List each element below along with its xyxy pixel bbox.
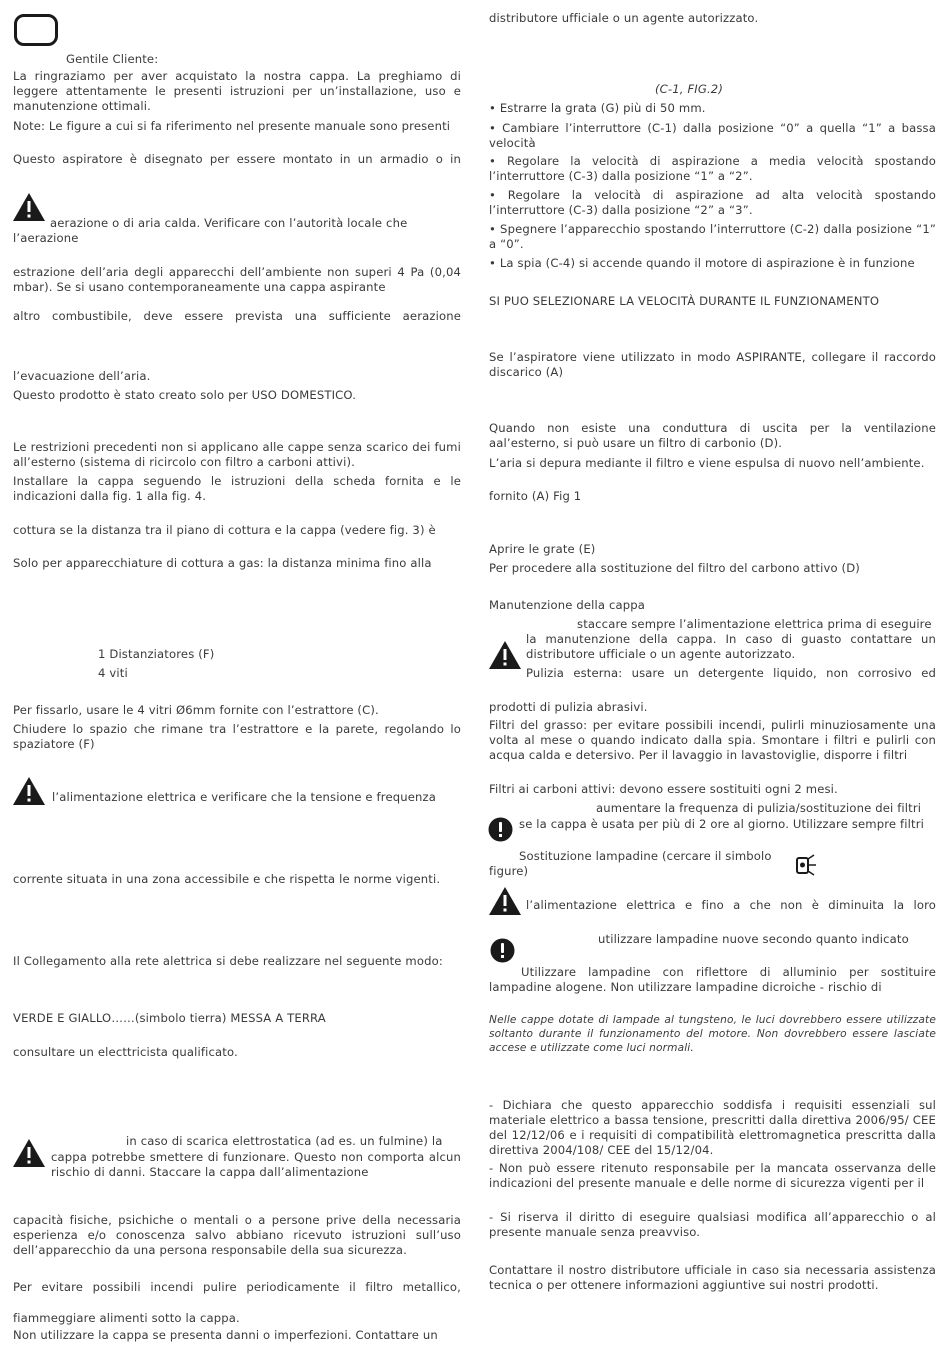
maintenance-title: Manutenzione della cappa [489,598,646,612]
domestic-use-text: Questo prodotto è stato creato solo per USO DOMESTICO. [13,388,357,402]
abrasive-text: prodotti di pulizia abrasivi. [489,700,648,714]
lamp-power-warning: l’alimentazione elettrica e fino a che non è diminuita la loro [526,898,936,912]
capacity-text: capacità fisiche, psichiche o mentali o a persone prive della necessaria esperienza e/o conoscenza salvo abbiano ricevuto istruzioni sull’uso dell’apparecchio da una persona responsabile della sua sicurezza. [13,1213,461,1257]
maintenance-warning-cont: la manutenzione della cappa. In caso di guasto contattare un distributore ufficiale o un agente autorizzato. [526,632,936,661]
fix-text: Per fissarlo, usare le 4 vitri Ø6mm fornite con l’estrattore (C). [13,703,379,717]
lamp-replace-text: Sostituzione lampadine (cercare il simbolo [519,849,772,863]
grease-filters-text: Filtri del grasso: per evitare possibili incendi, pulirli minuziosamente una volta al mese o quando indicato dalla spia. Smontare i filtri e pulirli con acqua calda e detersivo. Per il lavaggio in lavastoviglie, disporre i filtri [489,718,936,762]
exclamation-circle-icon [488,817,513,842]
evacuation-text: l’evacuazione dell’aria. [13,369,151,383]
esd-warning-cont: cappa potrebbe smettere di funzionare. Questo non comporta alcun rischio di danni. Staccare la cappa dall’alimentazione [51,1150,461,1179]
warning-triangle-icon [12,1138,46,1168]
supplied-text: fornito (A) Fig 1 [489,489,582,503]
intro-paragraph: La ringraziamo per aver acquistato la nostra cappa. La preghiamo di leggere attentamente le presenti istruzioni per un’installazione, uso e manutenzione ottimali. [13,69,461,113]
language-box-icon [14,14,58,46]
current-text: corrente situata in una zona accessibile e che rispetta le norme vigenti. [13,872,441,886]
step-item: • Spegnere l’apparecchio spostando l’interruttore (C-2) dalla posizione “1” a “0”. [489,222,936,251]
step-item: • Estrarre la grata (G) più di 50 mm. [489,101,706,115]
greeting: Gentile Cliente: [66,52,159,66]
figures-text: figure) [489,864,529,878]
replace-filter-text: Per procedere alla sostituzione del filtro del carbono attivo (D) [489,561,860,575]
restrictions-text: Le restrizioni precedenti non si applicano alle cappe senza scarico dei fumi all’esterno (sistema di ricircolo con filtro a carboni attivi). [13,440,461,469]
warning-triangle-icon [488,640,522,670]
designed-text: Questo aspiratore è disegnato per essere montato in un armadio o in [13,152,461,166]
fire-text: Per evitare possibili incendi pulire periodicamente il filtro metallico, [13,1280,461,1294]
lamp-symbol-icon [796,854,818,878]
flambe-text: fiammeggiare alimenti sotto la cappa. [13,1311,240,1325]
reserves-text: - Si riserva il diritto di eseguire qualsiasi modifica all’apparecchio o al presente manuale senza preavviso. [489,1210,936,1239]
kit-screws: 4 viti [98,666,128,680]
power-check-warning: l’alimentazione elettrica e verificare che la tensione e frequenza [52,790,437,804]
step-item: • Regolare la velocità di aspirazione a media velocità spostando l’interruttore (C-3) dalla posizione “1” a “2”. [489,154,936,183]
ventilation-warning: aerazione o di aria calda. Verificare con l’autorità locale che [50,216,408,230]
external-clean-text: Pulizia esterna: usare un detergente liquido, non corrosivo ed [526,666,936,680]
connection-text: Il Collegamento alla rete alettrica si debe realizzare nel seguente modo: [13,954,443,968]
exclamation-circle-icon [490,938,515,963]
aspirante-text: Se l’aspiratore viene utilizzato in modo ASPIRANTE, collegare il raccordo discarico (A) [489,350,936,379]
esd-warning: in caso di scarica elettrostatica (ad es. un fulmine) la [126,1134,443,1148]
maintenance-warning: staccare sempre l’alimentazione elettrica prima di eseguire [577,617,932,631]
electrician-text: consultare un electtricista qualificato. [13,1045,238,1059]
combustible-text: altro combustibile, deve essere prevista una sufficiente aerazione [13,309,461,323]
ground-text: VERDE E GIALLO……(simbolo tierra) MESSA A TERRA [13,1011,326,1025]
gas-distance: Solo per apparecchiature di cottura a gas: la distanza minima fino alla [13,556,432,570]
frequency-caution-cont: se la cappa è usata per più di 2 ore al giorno. Utilizzare sempre filtri [519,817,924,831]
carbon-filter-text: Quando non esiste una conduttura di uscita per la ventilazione aal’esterno, si può usare un filtro di carbonio (D). [489,421,936,450]
active-carbon-text: Filtri ai carboni attivi: devono essere sostituiti ogni 2 mesi. [489,782,838,796]
new-lamps-caution: utilizzare lampadine nuove secondo quanto indicato [598,932,909,946]
ventilation-warning-cont: l’aerazione [13,231,79,245]
cooking-distance: cottura se la distanza tra il piano di cottura e la cappa (vedere fig. 3) è [13,523,436,537]
warning-triangle-icon [488,886,522,916]
warning-triangle-icon [12,776,46,806]
extraction-text: estrazione dell’aria degli apparecchi dell’ambiente non superi 4 Pa (0,04 mbar). Se si usano contemporaneamente una cappa aspirante [13,265,461,294]
reflector-text: Utilizzare lampadine con riflettore di alluminio per sostituire lampadine alogene. Non utilizzare lampadine dicroiche - rischio di [489,965,936,994]
declaration-text: - Dichiara che questo apparecchio soddisfa i requisiti essenziali sul materiale elettrico a bassa tensione, prescritti dalla direttiva 2006/95/ CEE del 12/12/06 e i requisiti di compatibilità elettromagnetica prescritta dalla direttiva 2004/108/ CEE del 15/12/04. [489,1098,936,1157]
air-purified-text: L’aria si depura mediante il filtro e viene espulsa di nuovo nell’ambiente. [489,456,925,470]
contact-text: Contattare il nostro distributore ufficiale in caso sia necessaria assistenza tecnica o per ottenere informazioni aggiuntive sui nostri prodotti. [489,1263,936,1292]
frequency-caution: aumentare la frequenza di pulizia/sostituzione dei filtri [596,801,922,815]
step-item: • La spia (C-4) si accende quando il motore di aspirazione è in funzione [489,256,915,270]
kit-spacers: 1 Distanziatores (F) [98,647,215,661]
figures-note: Note: Le figure a cui si fa riferimento nel presente manuale sono presenti [13,119,451,133]
figure-reference: (C-1, FIG.2) [655,82,724,96]
step-item: • Cambiare l’interruttore (C-1) dalla posizione “0” a quella “1” a bassa velocità [489,121,936,150]
tungsten-note: Nelle cappe dotate di lampade al tungsteno, le luci dovrebbero essere utilizzate soltanto durante il funzionamento del motore. Non dovrebbero essere lasciate accese e utilizzate come luci normali. [489,1014,936,1054]
responsibility-text: - Non può essere ritenuto responsabile per la mancata osservanza delle indicazioni del presente manuale e delle norme di sicurezza vigenti per il [489,1161,936,1190]
step-item: • Regolare la velocità di aspirazione ad alta velocità spostando l’interruttore (C-3) dalla posizione “2” a “3”. [489,188,936,217]
damage-text: Non utilizzare la cappa se presenta danni o imperfezioni. Contattare un [13,1328,438,1342]
install-text: Installare la cappa seguendo le istruzioni della scheda fornita e le indicazioni dalla fig. 1 alla fig. 4. [13,474,461,503]
warning-triangle-icon [12,192,46,222]
open-grate-text: Aprire le grate (E) [489,542,596,556]
speed-select-text: SI PUO SELEZIONARE LA VELOCITÀ DURANTE IL FUNZIONAMENTO [489,294,880,308]
close-gap-text: Chiudere lo spazio che rimane tra l’estrattore e la parete, regolando lo spaziatore (F) [13,722,461,751]
distributor-text: distributore ufficiale o un agente autorizzato. [489,11,759,25]
